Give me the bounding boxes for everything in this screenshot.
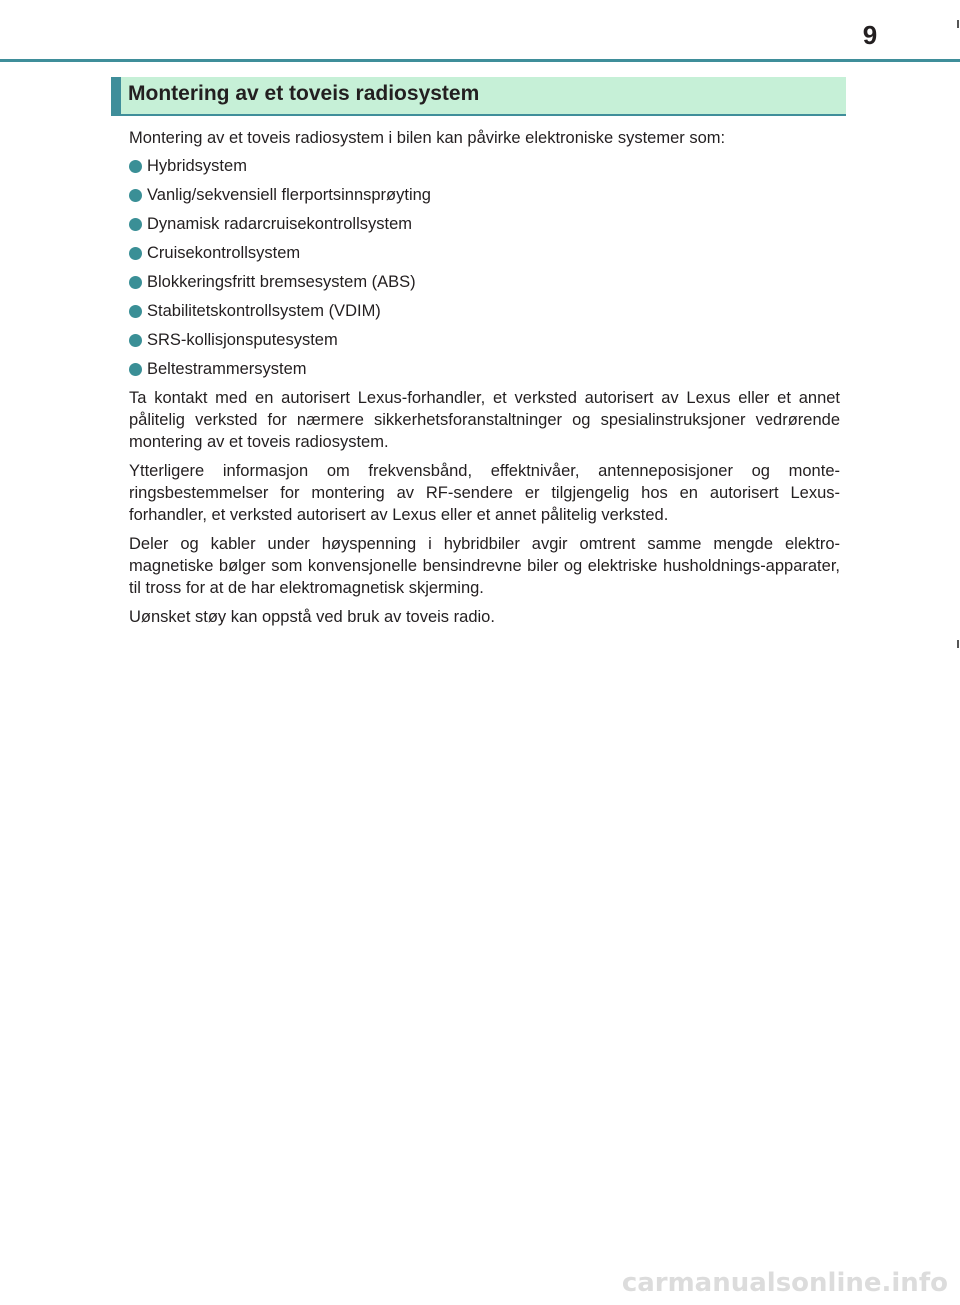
list-item [129, 271, 840, 300]
intro-text: Montering av et toveis radiosystem i bilen kan påvirke elektroniske systemer som: [129, 129, 726, 147]
list-item-label: Hybridsystem [147, 157, 247, 175]
section-content [129, 127, 840, 635]
list-item-label: Blokkeringsfritt bremsesystem (ABS) [147, 273, 416, 291]
noise-paragraph: Uønsket støy kan oppstå ved bruk av toveis radio. [129, 608, 495, 626]
list-item [129, 242, 840, 271]
bullet-icon [129, 189, 142, 202]
edge-tick-top [957, 20, 959, 28]
list-item-label: Stabilitetskontrollsystem (VDIM) [147, 302, 381, 320]
header-rule [0, 59, 960, 62]
list-item [129, 358, 840, 387]
list-item [129, 155, 840, 184]
bullet-icon [129, 247, 142, 260]
bullet-icon [129, 160, 142, 173]
list-item [129, 329, 840, 358]
emission-paragraph: Deler og kabler under høyspenning i hybridbiler avgir omtrent samme mengde elektro-magnetiske bølger som konvensjonelle bensindrevne biler og elektriske husholdnings-apparater, til tross for at de har elektromagnetisk skjerming. [129, 535, 840, 597]
bullet-icon [129, 363, 142, 376]
list-item [129, 300, 840, 329]
list-item-label: Cruisekontrollsystem [147, 244, 301, 262]
bullet-icon [129, 334, 142, 347]
bullet-icon [129, 305, 142, 318]
list-item-label: Beltestrammersystem [147, 360, 307, 378]
bullet-icon [129, 276, 142, 289]
affected-systems-list [129, 155, 840, 387]
list-item [129, 213, 840, 242]
list-item-label: SRS-kollisjonsputesystem [147, 331, 338, 349]
list-item [129, 184, 840, 213]
list-item-label: Dynamisk radarcruisekontrollsystem [147, 215, 412, 233]
watermark: carmanualsonline.info [621, 1268, 948, 1298]
list-item-label: Vanlig/sekvensiell flerportsinnsprøyting [147, 186, 431, 204]
dealer-contact-paragraph: Ta kontakt med en autorisert Lexus-forhandler, et verksted autorisert av Lexus eller et annet pålitelig verksted for nærmere sikkerhetsforanstaltninger og spesialinstruksjoner vedrørende montering av et toveis radiosystem. [129, 389, 840, 451]
edge-tick-middle [957, 640, 959, 648]
bullet-icon [129, 218, 142, 231]
page-number: 9 [862, 20, 878, 50]
section-title: Montering av et toveis radiosystem [128, 82, 480, 105]
rf-info-paragraph: Ytterligere informasjon om frekvensbånd, effektnivåer, antenneposisjoner og monte-ringsbestemmelser for montering av RF-sendere er tilgjengelig hos en autorisert Lexus-forhandler, et verksted autorisert av Lexus eller et annet pålitelig verksted. [129, 462, 840, 524]
section-banner-bar [111, 77, 121, 114]
section-banner [111, 77, 846, 116]
